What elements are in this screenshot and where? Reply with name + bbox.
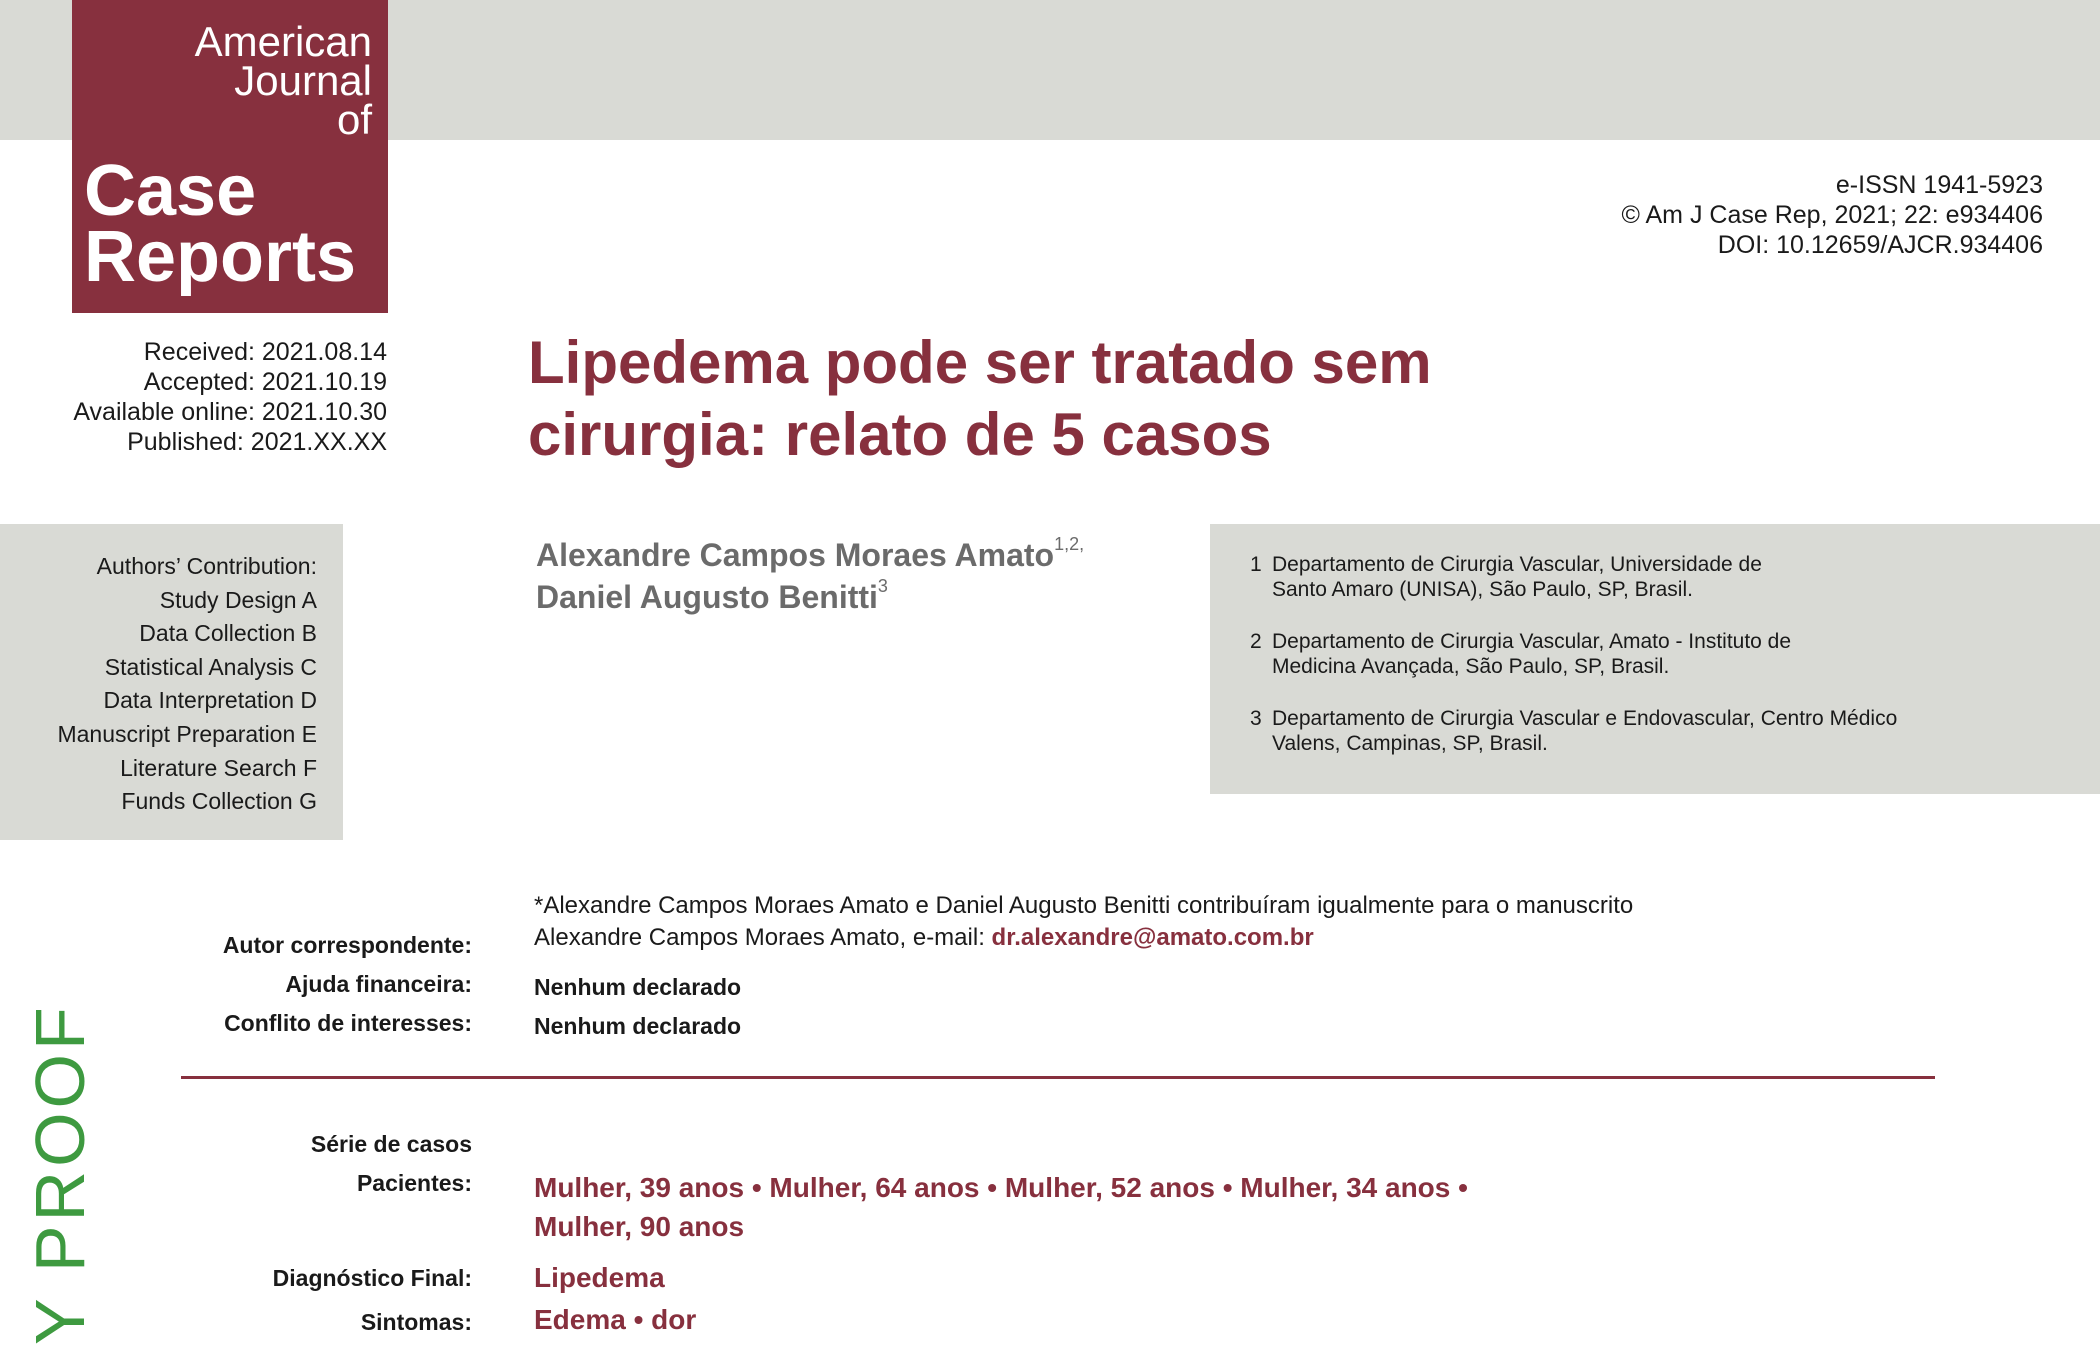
contribution-heading: Authors’ Contribution: (96, 553, 317, 579)
label-corresponding-author: Autor correspondente: (222, 932, 472, 958)
author-affil-ref: 1,2, (1054, 534, 1085, 554)
journal-logo (72, 0, 388, 313)
authors-contribution-box (0, 524, 343, 840)
contribution-item: Manuscript Preparation E (57, 720, 317, 747)
proof-watermark: Y PROOF (21, 1003, 99, 1345)
value-conflict: Nenhum declarado (534, 1013, 742, 1039)
contribution-item: Data Interpretation D (103, 687, 317, 714)
affiliation (1250, 552, 2100, 602)
section-divider (181, 1076, 1935, 1079)
author-name: Alexandre Campos Moraes Amato (536, 537, 1055, 573)
equal-contribution-note: *Alexandre Campos Moraes Amato e Daniel Augusto Benitti contribuíram igualmente para o manuscrito (534, 892, 1634, 919)
affiliation (1250, 629, 2100, 679)
logo-line-3: of (336, 96, 372, 143)
contribution-item: Literature Search F (120, 754, 317, 781)
diagnosis-value: Lipedema (534, 1262, 665, 1293)
label-diagnosis: Diagnóstico Final: (272, 1265, 472, 1291)
logo-big-1: Case (84, 151, 257, 231)
label-symptoms: Sintomas: (360, 1309, 472, 1335)
affiliation-text: Departamento de Cirurgia Vascular, Universidade de (1272, 553, 1762, 576)
affiliation-text: Medicina Avançada, São Paulo, SP, Brasil. (1272, 655, 1670, 678)
eissn: e-ISSN 1941-5923 (1835, 171, 2043, 199)
article-identifiers (1622, 170, 2043, 260)
citation: © Am J Case Rep, 2021; 22: e934406 (1621, 201, 2043, 229)
doi: DOI: 10.12659/AJCR.934406 (1717, 231, 2043, 259)
affiliation (1250, 706, 2100, 756)
affiliation-number: 1 (1250, 553, 1262, 576)
affiliation-text: Santo Amaro (UNISA), São Paulo, SP, Brasil. (1272, 578, 1693, 601)
affiliation-number: 3 (1250, 707, 1262, 730)
published-date: Published: 2021.XX.XX (127, 428, 387, 456)
author-affil-ref: 3 (877, 576, 888, 596)
label-patients: Pacientes: (356, 1170, 472, 1196)
affiliation-number: 2 (1250, 630, 1262, 653)
affiliations-box (1210, 524, 2100, 794)
article-dates (73, 337, 387, 457)
title-line-1: Lipedema pode ser tratado sem (528, 329, 1432, 396)
title-line-2: cirurgia: relato de 5 casos (528, 401, 1272, 468)
contribution-item: Funds Collection G (121, 788, 317, 815)
received-date: Received: 2021.08.14 (143, 338, 387, 366)
author-name: Daniel Augusto Benitti (536, 579, 878, 615)
author (536, 576, 1084, 618)
correspondence-note (534, 890, 1934, 954)
label-case-series: Série de casos (310, 1131, 472, 1157)
patients-line-1: Mulher, 39 anos • Mulher, 64 anos • Mulher, 52 anos • Mulher, 34 anos • (534, 1172, 1468, 1203)
email-link[interactable]: dr.alexandre@amato.com.br (991, 924, 1314, 951)
logo-line-1: American (194, 18, 372, 65)
logo-line-2: Journal (234, 57, 372, 104)
value-funding: Nenhum declarado (534, 974, 742, 1000)
affiliation-text: Departamento de Cirurgia Vascular e Endovascular, Centro Médico (1272, 707, 1898, 730)
correspondence-author: Alexandre Campos Moraes Amato, e-mail: (534, 924, 992, 951)
article-title (528, 327, 1628, 471)
accepted-date: Accepted: 2021.10.19 (143, 368, 387, 396)
affiliation-text: Valens, Campinas, SP, Brasil. (1272, 732, 1548, 755)
author-list (536, 534, 1084, 618)
symptoms-value: Edema • dor (534, 1304, 697, 1335)
author (536, 534, 1084, 576)
contribution-item: Statistical Analysis C (104, 653, 317, 680)
affiliation-text: Departamento de Cirurgia Vascular, Amato - Instituto de (1272, 630, 1792, 653)
patients-line-2: Mulher, 90 anos (534, 1211, 745, 1242)
contribution-item: Data Collection B (139, 620, 317, 647)
label-conflict: Conflito de interesses: (224, 1010, 472, 1036)
online-date: Available online: 2021.10.30 (73, 398, 387, 426)
logo-big-2: Reports (84, 217, 357, 297)
contribution-item: Study Design A (159, 586, 317, 613)
label-funding: Ajuda financeira: (285, 971, 472, 997)
